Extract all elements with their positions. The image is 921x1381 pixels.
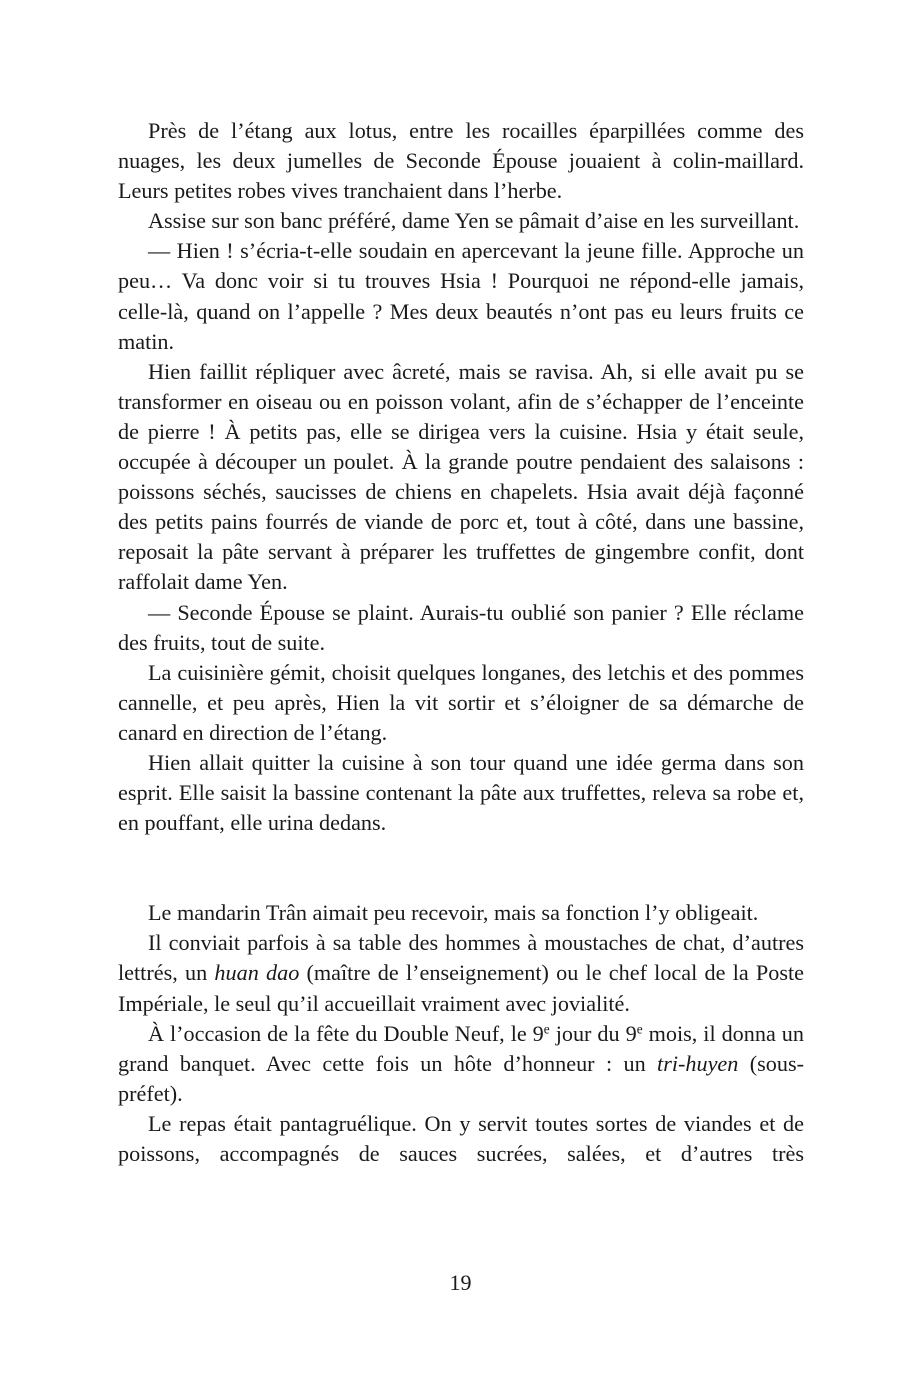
paragraph — [118, 928, 804, 1018]
paragraph: — Seconde Épouse se plaint. Aurais-tu oublié son panier ? Elle réclame des fruits, tout de suite. — [118, 599, 804, 655]
page-body — [118, 116, 804, 1169]
text-run: À l’occasion de la fête du Double Neuf, le 9 — [148, 1020, 544, 1046]
paragraph — [118, 1019, 804, 1109]
italic-term: tri-huyen — [657, 1050, 739, 1076]
text-run: Il conviait parfois à sa table des hommes à moustaches de chat, d’autres lettrés, un — [118, 930, 804, 986]
paragraph: — Hien ! s’écria-t-elle soudain en apercevant la jeune fille. Approche un peu… Va donc voir si tu trouves Hsia ! Pourquoi ne répond-elle jamais, celle-là, quand on l’appelle ? Mes deux beautés n’ont pas eu leurs fruits ce matin. — [118, 238, 804, 354]
text-run: mois, il donna un grand banquet. Avec cette fois un hôte d’honneur : un — [118, 1020, 804, 1076]
paragraph: Le mandarin Trân aimait peu recevoir, mais sa fonction l’y obligeait. — [148, 900, 759, 926]
text-run: (sous-préfet). — [118, 1050, 804, 1106]
superscript: e — [636, 1021, 643, 1037]
text-run: jour du 9 — [549, 1020, 637, 1046]
page-number: 19 — [449, 1270, 472, 1295]
superscript: e — [543, 1021, 550, 1037]
paragraph: Le repas était pantagruélique. On y servit toutes sortes de viandes et de poissons, accompagnés de sauces sucrées, salées, et d’autres très — [118, 1110, 804, 1166]
paragraph: Hien faillit répliquer avec âcreté, mais se ravisa. Ah, si elle avait pu se transformer en oiseau ou en poisson volant, afin de s’échapper de l’enceinte de pierre ! À petits pas, elle se dirigea vers la cuisine. Hsia y était seule, occupée à découper un poulet. À la grande poutre pendaient des salaisons : poissons séchés, saucisses de chiens en chapelets. Hsia avait déjà façonné des petits pains fourrés de viande de porc et, tout à côté, dans une bassine, reposait la pâte servant à préparer les truffettes de gingembre confit, dont raffolait dame Yen. — [118, 358, 804, 595]
paragraph: Près de l’étang aux lotus, entre les rocailles éparpillées comme des nuages, les deux jumelles de Seconde Épouse jouaient à colin-maillard. Leurs petites robes vives tranchaient dans l’herbe. — [118, 118, 804, 204]
italic-term: huan dao — [214, 960, 300, 986]
paragraph: La cuisinière gémit, choisit quelques longanes, des letchis et des pommes cannelle, et peu après, Hien la vit sortir et s’éloigner de sa démarche de canard en direction de l’étang. — [118, 659, 804, 745]
paragraph: Hien allait quitter la cuisine à son tour quand une idée germa dans son esprit. Elle saisit la bassine contenant la pâte aux truffettes, releva sa robe et, en pouffant, elle urina dedans. — [118, 749, 804, 836]
section-break — [118, 838, 804, 898]
paragraph: Assise sur son banc préféré, dame Yen se pâmait d’aise en les surveillant. — [148, 208, 800, 234]
text-run: (maître de l’enseignement) ou le chef local de la Poste Impériale, le seul qu’il accueillait vraiment avec jovialité. — [118, 960, 805, 1016]
